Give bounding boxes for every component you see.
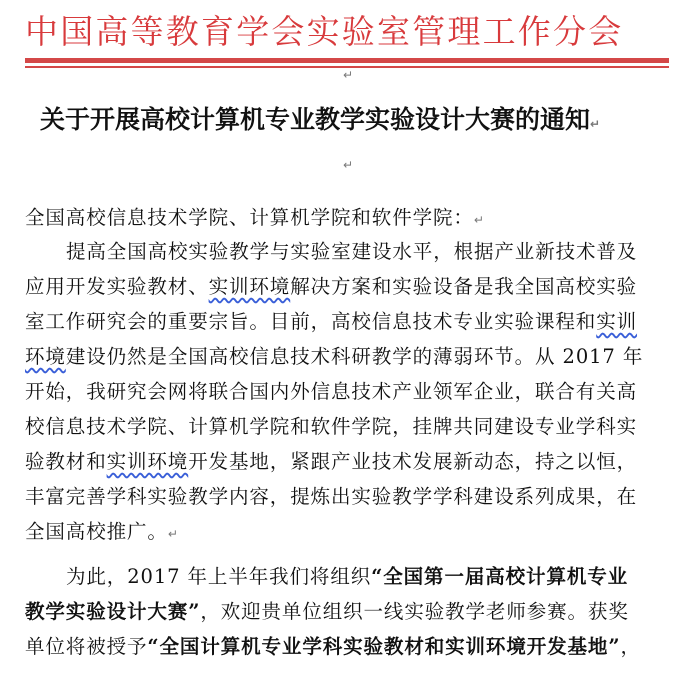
text: 验教材和 [25,450,107,473]
text: 开发基地，紧跟产业技术发展新动态，持之以恒， [188,450,638,473]
para1-line-4 [25,341,643,369]
text: 单位将被授予 [25,635,148,658]
paragraph-mark: ↵ [343,158,354,172]
para2-line-1 [66,561,628,589]
para1-line-3 [25,306,637,334]
paragraph-mark: ↵ [473,213,485,227]
text: 室工作研究会的重要宗旨。目前，高校信息技术专业实验课程和 [25,310,597,333]
text: 应用开发实验教材、 [25,275,209,298]
text: 为此，2017 年上半年我们将组织 [66,565,372,588]
paragraph-mark: ↵ [343,68,354,82]
text: 全国高校推广。 [25,520,168,543]
para1-line-8: 丰富完善学科实验教学内容，提炼出实验教学学科建设系列成果，在 [25,485,638,508]
bold-text: “全国计算机专业学科实验教材和实训环境开发基地” [147,635,621,658]
bold-text: “全国第一届高校计算机专业 [371,565,629,588]
salutation-text: 全国高校信息技术学院、计算机学院和软件学院： [25,206,474,229]
header-rule-thick [25,58,669,63]
text: ， [620,635,641,658]
org-header: 中国高等教育学会实验室管理工作分会 [25,12,624,51]
para1-line-2 [25,271,637,299]
document-title [40,100,600,136]
spellcheck-text: 环境 [25,345,66,368]
para1-line-1: 提高全国高校实验教学与实验室建设水平，根据产业新技术普及 [66,240,638,263]
salutation [25,202,485,230]
para2-line-3 [25,631,641,659]
paragraph-mark: ↵ [590,117,601,131]
spellcheck-text: 实训 [596,310,638,333]
bold-text: 教学实验设计大赛” [25,600,201,623]
paragraph-mark: ↵ [167,527,179,541]
para2-line-2 [25,596,629,624]
para1-line-5: 开始，我研究会网将联合国内外信息技术产业领军企业，联合有关高 [25,380,638,403]
text: 建设仍然是全国高校信息技术科研教学的薄弱环节。从 2017 年 [65,345,644,368]
para1-line-7 [25,446,637,474]
para1-line-9 [25,516,179,544]
text: 解决方案和实验设备是我全国高校实验 [290,275,638,298]
text: ，欢迎贵单位组织一线实验教学老师参赛。获奖 [200,600,629,623]
spellcheck-text: 实训环境 [208,275,291,298]
title-text: 关于开展高校计算机专业教学实验设计大赛的通知 [40,105,591,134]
spellcheck-text: 实训环境 [106,450,189,473]
para1-line-6: 校信息技术学院、计算机学院和软件学院，挂牌共同建设专业学科实 [25,415,638,438]
